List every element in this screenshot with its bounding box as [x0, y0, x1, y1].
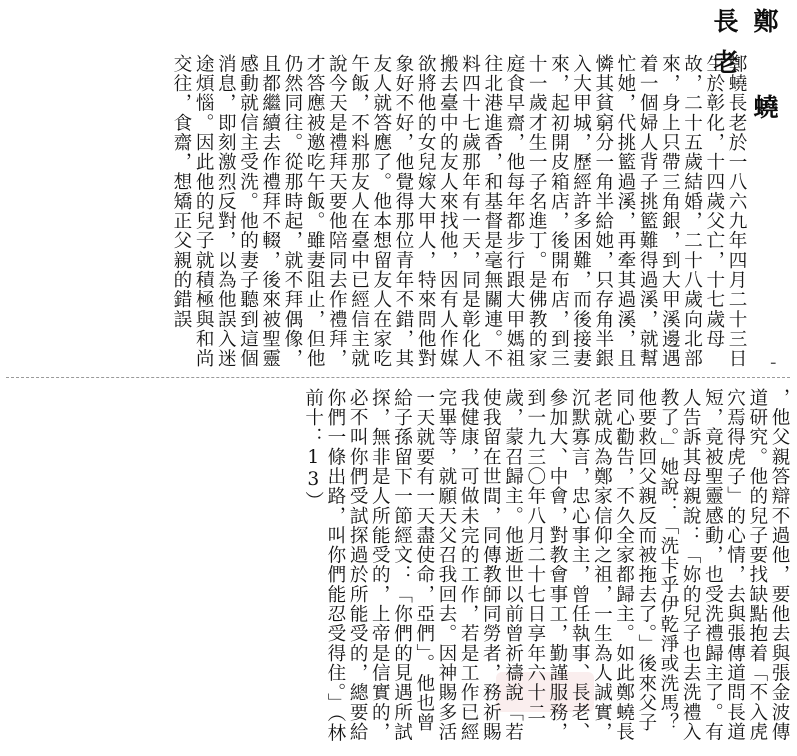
lower-body-text: ，他父親答辯不過他，要他去與張金波傳道研究。他的兒子要找缺點抱着「不入虎穴焉得虎子」的心情，去與張傳道問長道短，竟被聖靈感動，也受洗禮歸主了。有人告訴其母親說：「妳的兒子也去洗禮入教了。」她說：「洗卡乎伊乾淨或洗馬？他要救回父親反而被拖去了。」後來父子同心勸告，不久全家都歸主。如此鄭蟯長老就成為鄭家信仰之祖，一生為人誠實，沉默寡言，忠心事主，曾任執事、長老、參加大、中會，對教會事工，勤謹服務，到一九三〇年八月二十七日享年六十二歲，蒙召歸主。他逝世以前曾祈禱說「若使我留在世間，同傳教師同勞者，務祈賜我健康，可做未完的工作，若是工作已經完畢等，就願天父召我回去。因神賜多活一天就要有一天盡使命，亞們」。他也曾給子孫留下一節經文：「你們的見遇所試探，無非是人所能受的，上帝是信實的，必不叫你們受試探過於所能受的，總要給你們一條出路，叫你們能忍受得住。」（林前十：13） — [302, 388, 790, 743]
section-divider — [6, 377, 790, 378]
article-title: 鄭 蟯 長老 — [710, 8, 779, 135]
section-mark: - — [770, 352, 777, 373]
upper-body-text: 鄭蟯長老於一八六九年四月二十三日生於彰化，十四歲父亡，十七歲母故，二十五歲結婚，二十八歲向北部來，身上只帶三角銀，到大甲溪邊遇着一個婦人背子挑籃難得過溪，就幫忙她，代挑籃過溪，再牽其過溪，且憐其貧窮分一角半給她，只存角半銀入大甲城，歷經許多困難，而後接妻來，起初開皮箱店，後開布店，到三十一歲才生一子名進丁。是佛教的家庭食早齋，他每年都步行跟大甲媽祖往北港進香，和基督是毫無關連。不料四十七歲那年有一天，同是彰化人搬去臺中的友人來找他，因有人作媒欲將他的女兒嫁大甲人，特來問他對象好不好，他覺得那位青年不錯，其友人就答應了。他本想留友人在家吃午飯，不料那友人在臺中已經信主就說今天是禮拜天要他陪同去作禮拜，才答應被邀吃午飯。雖妻阻止，但他仍然同往。從那時起，就不拜偶像，且都繼續去作禮拜不輟，後來被聖靈感動就信主受洗。他的妻子聽到這個消息，即刻激烈反對，以為他誤入迷途煩惱。因此他的兒子就積極與和尚交往，食齋，想矯正父親的錯誤 — [170, 54, 747, 369]
